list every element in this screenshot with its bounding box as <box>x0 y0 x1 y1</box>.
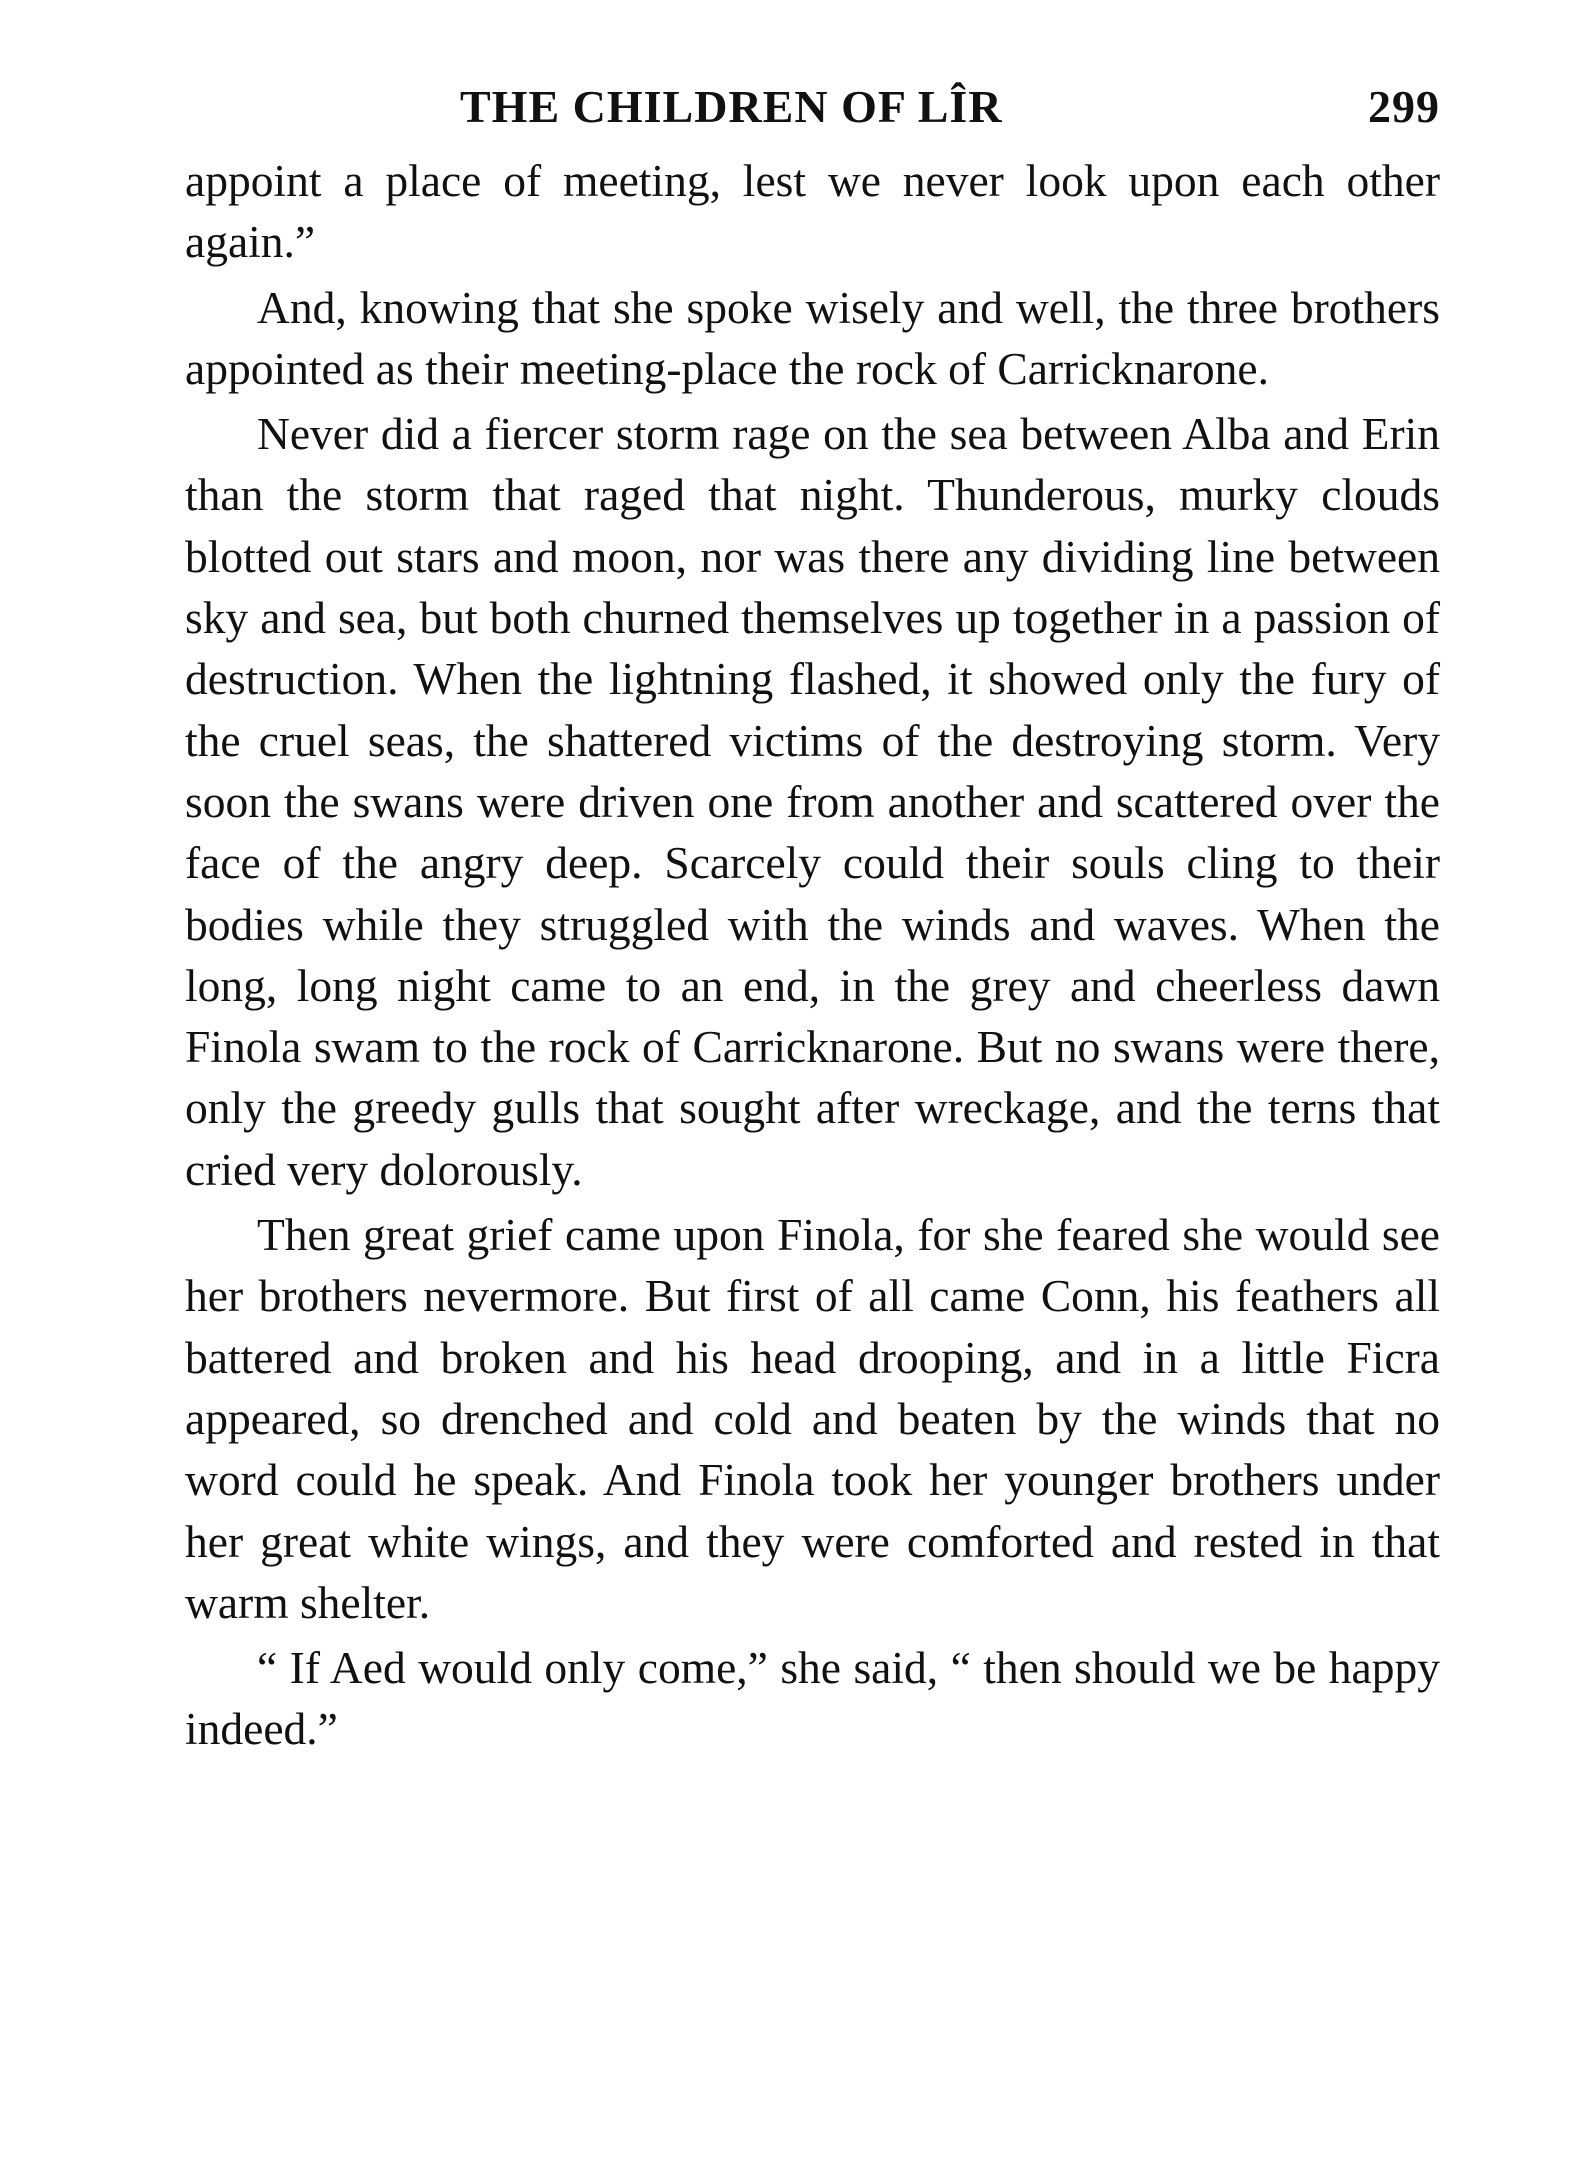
page-number: 299 <box>1368 81 1440 132</box>
paragraph: Then great grief came upon Finola, for she feared she would see her brothers nevermore. But first of all came Conn, his feathers all battered and broken and his head drooping, and in a little Ficra appeared, so drenched and cold and beaten by the winds that no word could he speak. And Finola took her younger brothers under her great white wings, and they were comforted and rested in that warm shelter. <box>185 1209 1440 1628</box>
paragraph: And, knowing that she spoke wisely and well, the three brothers appointed as their meeting-place the rock of Carricknarone. <box>185 281 1440 394</box>
paragraph: appoint a place of meeting, lest we never look upon each other again.” <box>185 155 1440 268</box>
paragraph: “ If Aed would only come,” she said, “ then should we be happy indeed.” <box>185 1642 1440 1755</box>
body-text <box>185 150 1440 1760</box>
chapter-title: THE CHILDREN OF LÎR <box>460 81 1003 132</box>
running-head <box>185 80 1440 150</box>
paragraph: Never did a fiercer storm rage on the sea between Alba and Erin than the storm that raged that night. Thunderous, murky clouds blotted out stars and moon, nor was there any dividing line between sky and sea, but both churned themselves up together in a passion of destruction. When the lightning flashed, it showed only the fury of the cruel seas, the shattered victims of the destroying storm. Very soon the swans were driven one from another and scattered over the face of the angry deep. Scarcely could their souls cling to their bodies while they struggled with the winds and waves. When the long, long night came to an end, in the grey and cheerless dawn Finola swam to the rock of Carricknarone. But no swans were there, only the greedy gulls that sought after wreckage, and the terns that cried very dolorously. <box>185 408 1440 1195</box>
book-page <box>185 80 1440 1764</box>
